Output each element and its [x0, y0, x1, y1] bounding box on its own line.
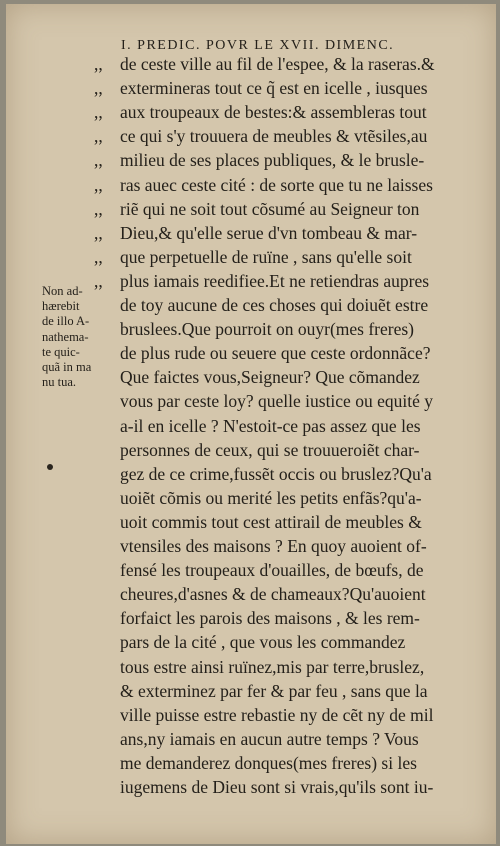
- line-text: uoiẽt cõmis ou merité les petits enfãs?qu'a-: [120, 487, 422, 508]
- text-line: [120, 486, 470, 510]
- margin-note-line: de illo A-: [42, 314, 90, 329]
- text-line: [94, 76, 470, 100]
- text-line: [94, 269, 470, 293]
- line-text: a-il en icelle ? N'estoit-ce pas assez que les: [120, 415, 421, 436]
- margin-note-line: Non ad-: [42, 284, 83, 298]
- text-line: [120, 679, 470, 703]
- line-text: forfaict les parois des maisons , & les rem-: [120, 608, 420, 629]
- text-line: [120, 582, 470, 606]
- line-text: & exterminez par fer & par feu , sans que la: [120, 680, 428, 701]
- margin-note-line: te quic-: [42, 344, 80, 359]
- line-text: ras auec ceste cité : de sorte que tu ne laisses: [120, 174, 433, 195]
- margin-note-line: hærebit: [42, 299, 80, 314]
- quotation-mark: ,,: [94, 78, 103, 99]
- margin-note: [42, 284, 122, 390]
- line-text: fensé les troupeaux d'ouailles, de bœufs, de: [120, 560, 424, 581]
- line-text: milieu de ses places publiques, & le brusle-: [120, 150, 425, 171]
- line-text: personnes de ceux, qui se trouueroiẽt char-: [120, 439, 420, 460]
- margin-note-line: nathema-: [42, 329, 89, 344]
- line-text: uoit commis tout cest attirail de meubles &: [120, 511, 422, 532]
- text-line: [120, 630, 470, 654]
- text-line: [120, 389, 470, 413]
- line-text: de ceste ville au fil de l'espee, & la raseras.&: [120, 54, 435, 74]
- line-text: plus iamais reedifiee.Et ne retiendras aupres: [120, 270, 430, 291]
- margin-bullet-mark: [47, 464, 53, 470]
- margin-note-line: quã in ma: [42, 360, 92, 375]
- line-text: me demanderez donques(mes freres) si les: [120, 752, 417, 773]
- line-text: gez de ce crime,fussẽt occis ou bruslez?Qu'a: [120, 463, 432, 484]
- text-line: [120, 510, 470, 534]
- line-text: tous estre ainsi ruïnez,mis par terre,bruslez,: [120, 656, 425, 677]
- line-text: vtensiles des maisons ? En quoy auoient of-: [120, 536, 427, 556]
- line-text: cheures,d'asnes & de chameaux?Qu'auoient: [120, 584, 426, 605]
- text-line: [120, 751, 470, 775]
- text-line: [94, 124, 470, 148]
- text-line: [120, 606, 470, 630]
- margin-note-line: nu tua.: [42, 375, 77, 390]
- text-line: [120, 414, 470, 438]
- text-line: [94, 52, 470, 76]
- book-page: [6, 4, 496, 844]
- line-text: Dieu,& qu'elle serue d'vn tombeau & mar-: [120, 222, 418, 243]
- text-line: [94, 173, 470, 197]
- line-text: ce qui s'y trouuera de meubles & vtẽsiles,au: [120, 126, 428, 147]
- quotation-mark: ,,: [94, 246, 103, 267]
- text-line: [120, 727, 470, 751]
- text-line: [94, 148, 470, 172]
- quotation-mark: ,,: [94, 54, 103, 74]
- text-line: [120, 462, 470, 486]
- text-line: [120, 775, 470, 799]
- quotation-mark: ,,: [94, 198, 103, 219]
- quotation-mark: ,,: [94, 270, 103, 291]
- text-line: [120, 438, 470, 462]
- quotation-mark: ,,: [94, 222, 103, 243]
- text-line: [120, 534, 470, 558]
- quotation-mark: ,,: [94, 126, 103, 147]
- text-line: [120, 341, 470, 365]
- line-text: que perpetuelle de ruïne , sans qu'elle soit: [120, 246, 412, 267]
- running-header: I. PREDIC. POVR LE XVII. DIMENC.: [121, 38, 395, 53]
- line-text: aux troupeaux de bestes:& assembleras tout: [120, 102, 427, 123]
- line-text: Que faictes vous,Seigneur? Que cõmandez: [120, 367, 420, 388]
- quotation-mark: ,,: [94, 150, 103, 171]
- line-text: extermineras tout ce q̃ est en icelle , iusques: [120, 78, 428, 99]
- line-text: de plus rude ou seuere que ceste ordonnãce?: [120, 343, 431, 364]
- text-line: [120, 365, 470, 389]
- text-line: [94, 197, 470, 221]
- text-line: [120, 703, 470, 727]
- text-line: [94, 221, 470, 245]
- text-line: [120, 558, 470, 582]
- line-text: de toy aucune de ces choses qui doiuẽt estre: [120, 295, 429, 315]
- line-text: bruslees.Que pourroit on ouyr(mes freres): [120, 319, 415, 340]
- text-line: [120, 317, 470, 341]
- text-line: [94, 100, 470, 124]
- line-text: ville puisse estre rebastie ny de cẽt ny de mil: [120, 704, 434, 725]
- quotation-mark: ,,: [94, 102, 103, 123]
- line-text: ans,ny iamais en aucun autre temps ? Vous: [120, 728, 419, 749]
- line-text: vous par ceste loy? quelle iustice ou equité y: [120, 391, 433, 412]
- line-text: pars de la cité , que vous les commandez: [120, 632, 406, 653]
- line-text: iugemens de Dieu sont si vrais,qu'ils sont iu-: [120, 777, 434, 797]
- text-line: [120, 293, 470, 317]
- text-line: [120, 655, 470, 679]
- text-line: [94, 245, 470, 269]
- quotation-mark: ,,: [94, 174, 103, 195]
- line-text: riẽ qui ne soit tout cõsumé au Seigneur ton: [120, 198, 420, 219]
